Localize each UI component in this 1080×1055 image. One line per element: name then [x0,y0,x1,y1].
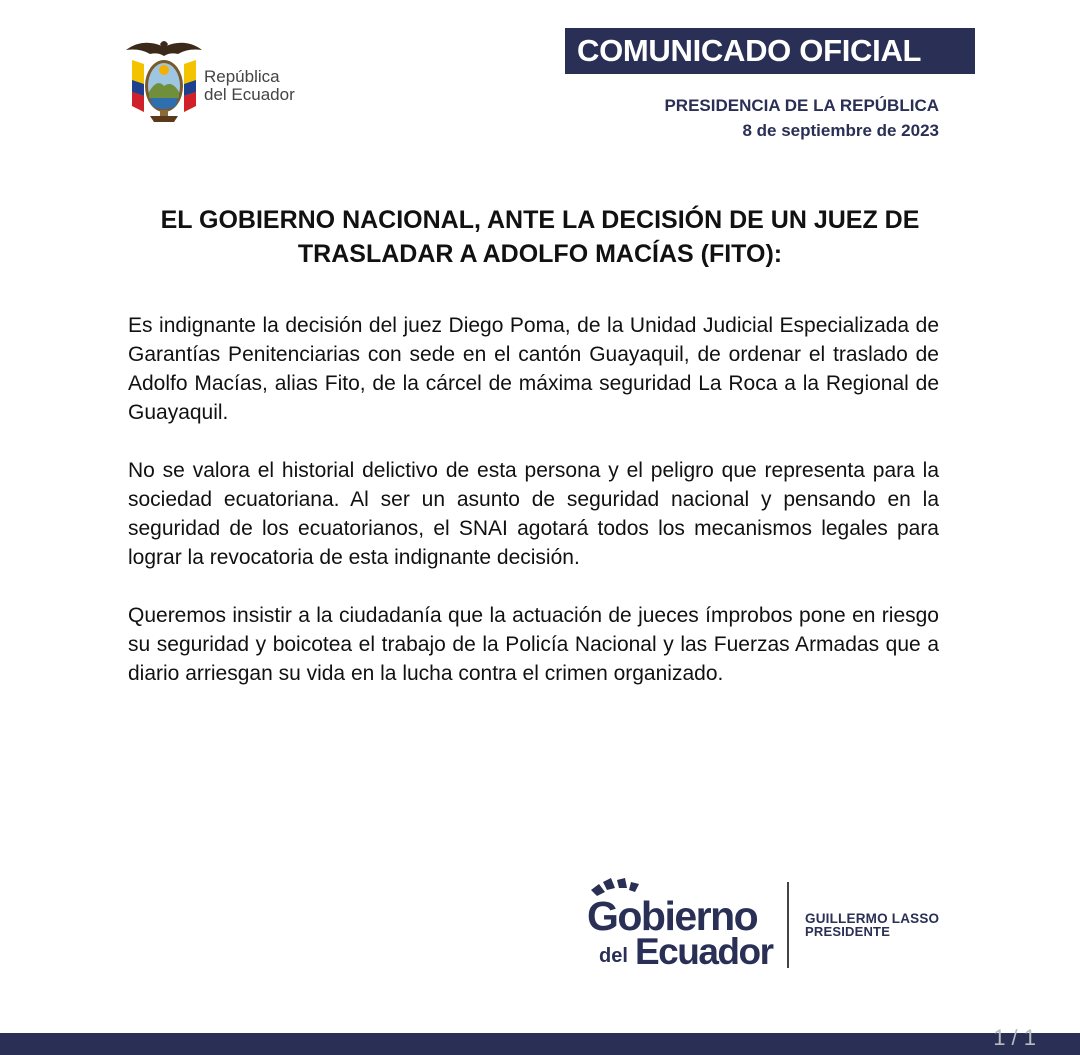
paragraph-3: Queremos insistir a la ciudadanía que la actuación de jueces ímprobos pone en riesgo su seguridad y boicotea el trabajo de la Policía Nacional y las Fuerzas Armadas que a diario arriesgan su vida en la lucha contra el crimen organizado. [128,604,939,685]
headline-line1: EL GOBIERNO NACIONAL, ANTE LA DECISIÓN DE UN JUEZ DE [160,206,920,234]
paragraph-1: Es indignante la decisión del juez Diego Poma, de la Unidad Judicial Especializada de Garantías Penitenciarias con sede en el cantón Guayaquil, de ordenar el traslado de Adolfo Macías, alias Fito, de la cárcel de máxima seguridad La Roca a la Regional de Guayaquil. [128,314,939,424]
gobierno-logo [585,878,775,970]
president-block [805,912,939,938]
president-title: PRESIDENTE [805,924,891,939]
paragraph-2: No se valora el historial delictivo de esta persona y el peligro que representa para la sociedad ecuatoriana. Al ser un asunto de seguridad nacional y pensando en la seguridad de los ecuatorianos, el SNAI agotará todos los mecanismos legales para lograr la revocatoria de esta indignante decisión. [128,459,939,569]
gob-line1: Gobierno [587,893,758,939]
body-text [128,311,939,717]
institution-label: PRESIDENCIA DE LA REPÚBLICA [664,96,939,115]
banner-title: COMUNICADO OFICIAL [565,28,975,74]
date-label: 8 de septiembre de 2023 [742,121,939,140]
republic-line1: República [204,67,280,86]
header-meta [664,93,939,143]
president-name: GUILLERMO LASSO [805,911,940,926]
footer-divider [787,882,789,968]
headline [90,203,990,271]
republic-label [204,68,295,104]
page-number: 1 / 1 [993,1025,1036,1050]
coat-of-arms-icon [122,36,206,126]
gob-line2-big: Ecuador [635,931,773,970]
bottom-bar [0,1033,1080,1055]
gob-line2-small: del [599,945,628,967]
republic-line2: del Ecuador [204,85,295,104]
headline-line2: TRASLADAR A ADOLFO MACÍAS (FITO): [297,240,783,268]
